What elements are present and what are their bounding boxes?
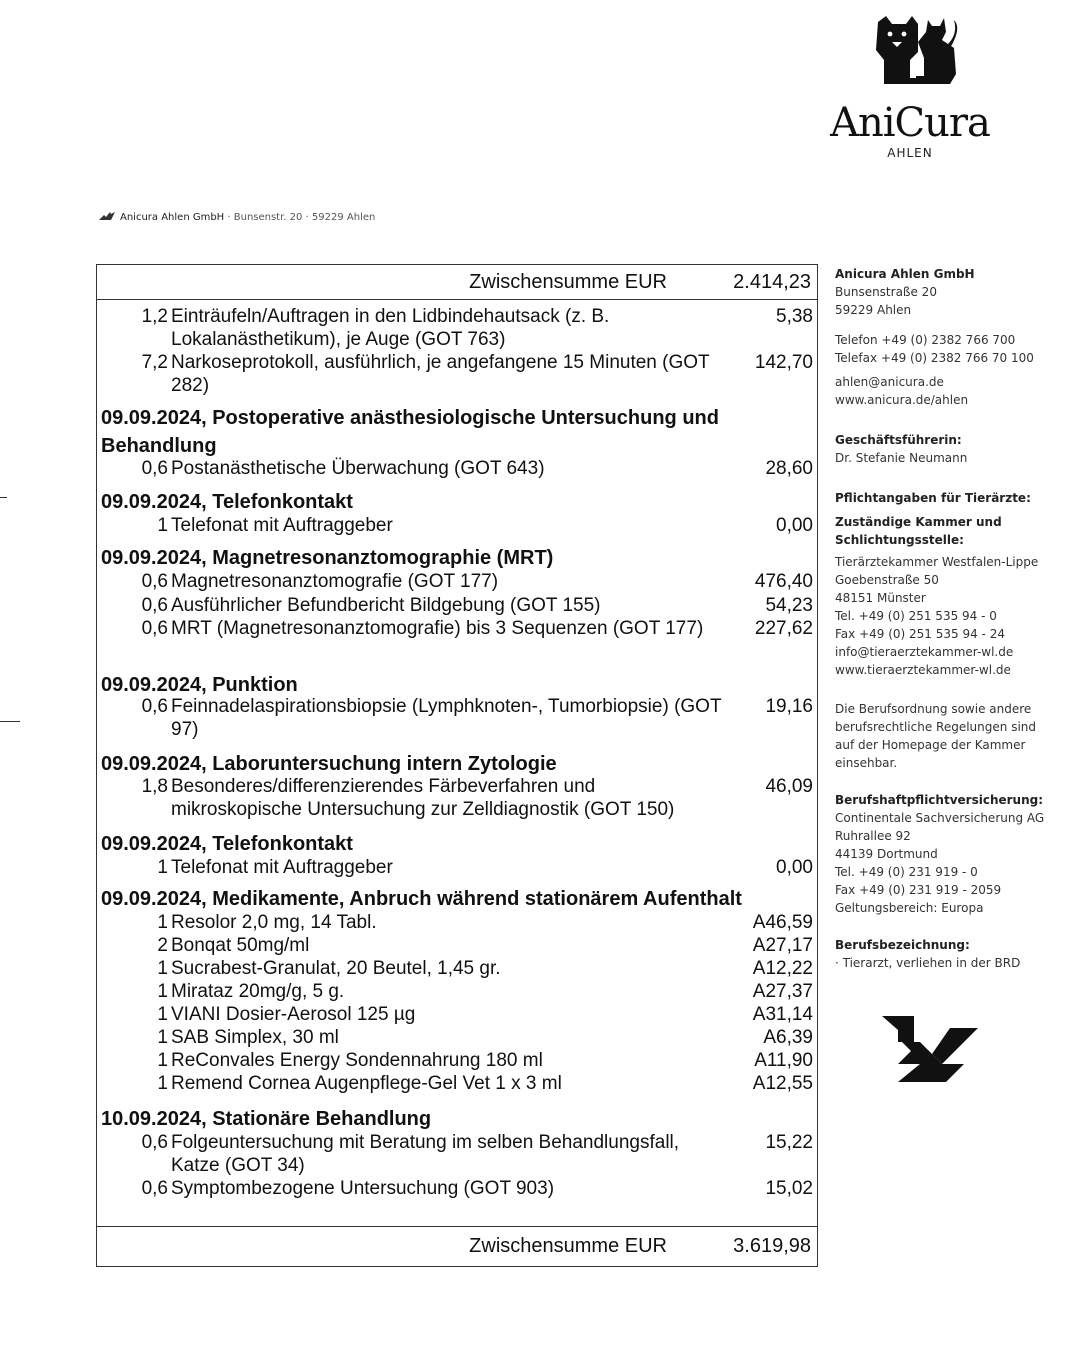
anicura-logo (830, 14, 990, 160)
item-amount: 142,70 (754, 352, 813, 373)
rules-line: einsehbar. (835, 756, 898, 770)
item-description: Symptombezogene Untersuchung (GOT 903) (171, 1178, 555, 1199)
item-amount: 227,62 (754, 618, 813, 639)
item-quantity: 0,6 (141, 1132, 168, 1153)
item-description: Feinnadelaspirationsbiopsie (Lymphknoten-, Tumorbiopsie) (GOT 97) (171, 696, 722, 740)
item-amount: A31,14 (752, 1004, 813, 1025)
company-phone: Telefon +49 (0) 2382 766 700 (835, 333, 1016, 347)
company-online-block (835, 373, 1065, 409)
subtotal-top-row (97, 265, 817, 300)
item-quantity: 1,2 (141, 306, 168, 327)
item-description: Remend Cornea Augenpflege-Gel Vet 1 x 3 ml (171, 1073, 562, 1094)
rules-line: berufsrechtliche Regelungen sind (835, 720, 1036, 734)
item-amount: 0,00 (776, 857, 813, 878)
profession-label: Berufsbezeichnung: (835, 938, 970, 952)
item-quantity: 0,6 (141, 1178, 168, 1199)
chamber-name: Tierärztekammer Westfalen-Lippe (835, 555, 1039, 569)
item-quantity: 1 (157, 1050, 168, 1071)
chamber-label-2: Schlichtungsstelle: (835, 533, 964, 547)
item-quantity: 1 (157, 912, 168, 933)
item-quantity: 1 (157, 958, 168, 979)
subtotal-label: Zwischensumme EUR (469, 1235, 667, 1257)
subtotal-amount: 2.414,23 (733, 271, 811, 293)
item-amount: 46,09 (765, 776, 813, 797)
duty-label: Pflichtangaben für Tierärzte: (835, 491, 1031, 505)
item-amount: 19,16 (765, 696, 813, 717)
item-description: Magnetresonanztomografie (GOT 177) (171, 571, 499, 592)
profession-value: · Tierarzt, verliehen in der BRD (835, 956, 1021, 970)
item-quantity: 1 (157, 1027, 168, 1048)
insurance-phone: Tel. +49 (0) 231 919 - 0 (835, 865, 978, 879)
section-heading: 09.09.2024, Magnetresonanztomographie (MRT) (101, 547, 554, 569)
item-description: Folgeuntersuchung mit Beratung im selben Behandlungsfall, Katze (GOT 34) (171, 1132, 680, 1176)
item-amount: 5,38 (776, 306, 813, 327)
item-quantity: 1 (157, 515, 168, 536)
item-quantity: 0,6 (141, 458, 168, 479)
insurance-street: Ruhrallee 92 (835, 829, 911, 843)
item-description: Bonqat 50mg/ml (171, 935, 310, 956)
item-description: Mirataz 20mg/g, 5 g. (171, 981, 345, 1002)
item-amount: 476,40 (754, 571, 813, 592)
item-quantity: 1 (157, 1004, 168, 1025)
insurance-fax: Fax +49 (0) 231 919 - 2059 (835, 883, 1002, 897)
insurance-block (835, 791, 1065, 917)
invoice-table (96, 264, 818, 1267)
chamber-email[interactable]: info@tieraerztekammer-wl.de (835, 645, 1014, 659)
item-description: VIANI Dosier-Aerosol 125 µg (171, 1004, 416, 1025)
item-description: Besonderes/differenzierendes Färbeverfahren und mikroskopische Untersuchung zur Zelldiagnostik (GOT 150) (171, 776, 675, 820)
item-amount: 15,02 (765, 1178, 813, 1199)
chamber-phone: Tel. +49 (0) 251 535 94 - 0 (835, 609, 997, 623)
item-quantity: 0,6 (141, 595, 168, 616)
item-amount: 28,60 (765, 458, 813, 479)
logo-brand-text: AniCura (830, 100, 990, 146)
item-quantity: 1 (157, 1073, 168, 1094)
company-fax: Telefax +49 (0) 2382 766 70 100 (835, 351, 1034, 365)
chamber-label-1: Zuständige Kammer und (835, 515, 1002, 529)
company-phone-block (835, 331, 1065, 367)
logo-location-text: AHLEN (887, 146, 933, 160)
chamber-street: Goebenstraße 50 (835, 573, 939, 587)
ceo-name: Dr. Stefanie Neumann (835, 451, 968, 465)
item-quantity: 2 (157, 935, 168, 956)
item-amount: 0,00 (776, 515, 813, 536)
insurance-scope: Geltungsbereich: Europa (835, 901, 984, 915)
item-quantity: 1,8 (141, 776, 168, 797)
section-heading: 09.09.2024, Punktion (101, 674, 298, 696)
item-amount: A27,37 (752, 981, 813, 1002)
tangram-dog-small-icon (98, 211, 116, 221)
fold-mark (0, 497, 7, 498)
item-amount: A11,90 (754, 1050, 813, 1071)
item-amount: 15,22 (765, 1132, 813, 1153)
ceo-block (835, 431, 1065, 467)
item-description: Telefonat mit Auftraggeber (171, 515, 393, 536)
chamber-website[interactable]: www.tieraerztekammer-wl.de (835, 663, 1011, 677)
section-heading: 10.09.2024, Stationäre Behandlung (101, 1108, 432, 1130)
item-description: SAB Simplex, 30 ml (171, 1027, 339, 1048)
sender-address-line (98, 211, 375, 223)
item-quantity: 0,6 (141, 571, 168, 592)
profession-block (835, 936, 1065, 972)
item-quantity: 0,6 (141, 618, 168, 639)
item-description: Einträufeln/Auftragen in den Lidbindehautsack (z. B. Lokalanästhetikum), je Auge (GOT 763) (171, 306, 610, 350)
company-website[interactable]: www.anicura.de/ahlen (835, 393, 969, 407)
insurance-name: Continentale Sachversicherung AG (835, 811, 1045, 825)
chamber-block (835, 489, 1065, 679)
insurance-city: 44139 Dortmund (835, 847, 938, 861)
item-description: Narkoseprotokoll, ausführlich, je angefangene 15 Minuten (GOT 282) (171, 352, 710, 396)
tangram-dog-icon (880, 1014, 980, 1084)
item-quantity: 0,6 (141, 696, 168, 717)
item-description: Resolor 2,0 mg, 14 Tabl. (171, 912, 377, 933)
item-amount: A12,22 (752, 958, 813, 979)
item-description: Ausführlicher Befundbericht Bildgebung (GOT 155) (171, 595, 601, 616)
sender-address: · Bunsenstr. 20 · 59229 Ahlen (224, 212, 376, 223)
subtotal-amount: 3.619,98 (733, 1235, 811, 1257)
company-contact-block (835, 265, 1065, 319)
company-city: 59229 Ahlen (835, 303, 912, 317)
company-name: Anicura Ahlen GmbH (835, 267, 975, 281)
item-description: ReConvales Energy Sondennahrung 180 ml (171, 1050, 543, 1071)
item-description: Telefonat mit Auftraggeber (171, 857, 393, 878)
item-quantity: 1 (157, 981, 168, 1002)
rules-line: auf der Homepage der Kammer (835, 738, 1026, 752)
rules-line: Die Berufsordnung sowie andere (835, 702, 1032, 716)
item-quantity: 1 (157, 857, 168, 878)
section-heading: 09.09.2024, Postoperative anästhesiologische Untersuchung und Behandlung (101, 407, 719, 457)
item-description: Postanästhetische Überwachung (GOT 643) (171, 458, 545, 479)
subtotal-label: Zwischensumme EUR (469, 271, 667, 293)
item-description: Sucrabest-Granulat, 20 Beutel, 1,45 gr. (171, 958, 501, 979)
chamber-fax: Fax +49 (0) 251 535 94 - 24 (835, 627, 1005, 641)
section-heading: 09.09.2024, Medikamente, Anbruch während stationärem Aufenthalt (101, 888, 742, 910)
section-heading: 09.09.2024, Telefonkontakt (101, 491, 353, 513)
item-amount: A6,39 (763, 1027, 813, 1048)
item-amount: A46,59 (752, 912, 813, 933)
subtotal-bottom-row (97, 1226, 817, 1267)
punch-mark (0, 721, 20, 722)
item-description: MRT (Magnetresonanztomografie) bis 3 Sequenzen (GOT 177) (171, 618, 704, 639)
item-amount: A12,55 (752, 1073, 813, 1094)
item-quantity: 7,2 (141, 352, 168, 373)
section-heading: 09.09.2024, Laboruntersuchung intern Zytologie (101, 753, 557, 775)
rules-note-block (835, 700, 1065, 772)
insurance-label: Berufshaftpflichtversicherung: (835, 793, 1044, 807)
item-amount: 54,23 (765, 595, 813, 616)
company-street: Bunsenstraße 20 (835, 285, 937, 299)
ceo-label: Geschäftsführerin: (835, 433, 962, 447)
section-heading: 09.09.2024, Telefonkontakt (101, 833, 353, 855)
dog-and-cat-logo-icon (870, 14, 960, 86)
sender-name: Anicura Ahlen GmbH (120, 212, 225, 223)
item-amount: A27,17 (752, 935, 813, 956)
company-email[interactable]: ahlen@anicura.de (835, 375, 944, 389)
chamber-city: 48151 Münster (835, 591, 926, 605)
